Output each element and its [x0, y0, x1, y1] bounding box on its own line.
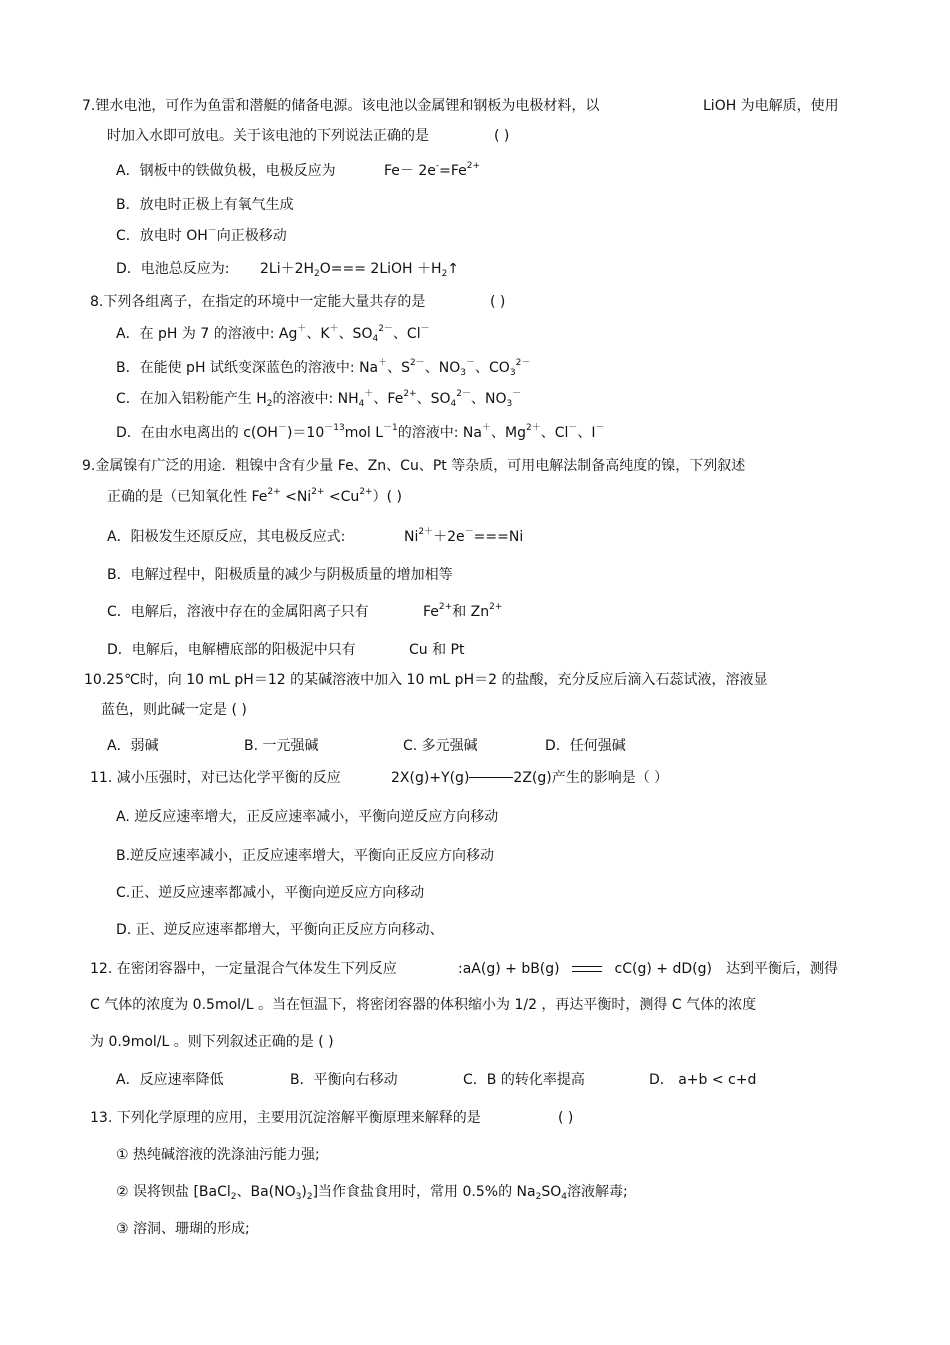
q10-option-b-text: B. 一元强碱: [244, 738, 319, 754]
q10-option-d-text: D．任何强碱: [545, 738, 626, 754]
q9-option-c-text: C．电解后，溶液中存在的金属阳离子只有: [107, 604, 369, 620]
q13-item-2: ② 误将钡盐 [BaCl$_2$、$Ba(NO_3)_2$]当作食盐食用时，常用 0.5%的 $Na_2SO_4$溶液解毒;: [116, 1184, 628, 1202]
q11-eq-products: 2Z(g)产生的影响是（ ）: [513, 770, 669, 786]
q9-option-b-text: B．电解过程中，阳极质量的减少与阴极质量的增加相等: [107, 567, 453, 583]
q12-option-b: [290, 1071, 398, 1089]
q9-a-eq-2: ＋2e: [433, 529, 465, 545]
q7-option-d: [116, 260, 230, 278]
q9-option-a-equation: $Ni^{2+}+2e^-===Ni$: [404, 527, 524, 545]
q9-option-b: [107, 566, 453, 584]
q8-option-d-text: D．在由水电离出的 c(OH: [116, 425, 278, 441]
q12-stem-text2: C 气体的浓度为 0.5mol/L 。当在恒温下，将密闭容器的体积缩小为 1/2 ，再达平衡时，测得 C 气体的浓度: [90, 997, 757, 1013]
q9-stem-line2: 正确的是（已知氧化性 $Fe^{2+} <Ni^{2+} <Cu^{2+}$）( ): [107, 487, 402, 505]
q11-option-c: [116, 884, 424, 902]
q7-option-c: C．放电时 OH－向正极移动: [116, 226, 287, 244]
q13-item-3-text: ③ 溶洞、珊瑚的形成;: [116, 1221, 250, 1237]
equilibrium-arrow-icon: [572, 963, 602, 975]
q10-stem-line1: [84, 671, 767, 689]
q13-item-2-b: 、Ba(NO: [236, 1184, 296, 1200]
q8-stem: [90, 293, 425, 311]
q11-option-a: [116, 808, 498, 826]
q9-option-c: [107, 603, 369, 621]
q8-option-c: C．在加入铝粉能产生 $H_2$的溶液中: $NH_4^+$、$Fe^{2+}$、$SO_4^{2-}$、$NO_3^-$: [116, 389, 522, 409]
q12-stem-text1b: 达到平衡后，测得: [726, 961, 838, 977]
q9-stem-text2: 正确的是（已知氧化性 Fe: [107, 489, 268, 505]
q13-item-2-c: 当作食盐食用时，常用 0.5%的 Na: [318, 1184, 536, 1200]
q12-stem-line3: [90, 1033, 334, 1051]
q11-stem-text: 11. 减小压强时，对已达化学平衡的反应: [90, 770, 341, 786]
q10-option-a: [107, 737, 159, 755]
q8-stem-text: 8.下列各组离子，在指定的环境中一定能大量共存的是: [90, 294, 426, 310]
q7-paren: ( ): [494, 128, 510, 144]
q13-item-1-text: ① 热纯碱溶液的洗涤油污能力强;: [116, 1147, 320, 1163]
reaction-arrow-icon: [469, 773, 513, 783]
q12-option-d-text: D． a+b < c+d: [649, 1072, 757, 1088]
q10-option-d: [545, 737, 626, 755]
q11-option-b: [116, 847, 494, 865]
q9-option-d: [107, 641, 356, 659]
q13-item-2-e: 溶液解毒;: [566, 1184, 628, 1200]
q7-option-c-text: C．放电时 OH: [116, 228, 208, 244]
q11-eq-reactants: 2X(g)+Y(g): [391, 770, 470, 786]
q13-item-2-d: SO: [541, 1184, 562, 1200]
q12-option-b-text: B．平衡向右移动: [290, 1072, 398, 1088]
q12-stem-line1b: [726, 960, 838, 978]
q7-option-b: [116, 196, 294, 214]
q7-stem-line2: [107, 127, 429, 145]
q13-stem: [90, 1109, 481, 1127]
q7-stem-part1: 7.锂水电池，可作为鱼雷和潜艇的储备电源。该电池以金属锂和钢板为电极材料，以: [82, 98, 600, 114]
q10-option-c: [403, 737, 478, 755]
q8-option-b-text: B．在能使 pH 试纸变深蓝色的溶液中: Na: [116, 360, 379, 376]
q7-stem-part2: LiOH 为电解质，使用: [703, 98, 839, 114]
q11-option-d-text: D. 正、逆反应速率都增大，平衡向正反应方向移动、: [116, 922, 444, 938]
q9-a-eq-3: ===Ni: [473, 529, 524, 545]
q10-option-c-text: C. 多元强碱: [403, 738, 478, 754]
q8-option-a-text: A．在 pH 为 7 的溶液中: Ag: [116, 326, 298, 342]
q10-stem-text2: 蓝色，则此碱一定是 ( ): [101, 702, 247, 718]
q12-stem-line1: [90, 960, 397, 978]
q7-d-eq-3: ↑: [447, 261, 460, 277]
q8-option-b: B．在能使 pH 试纸变深蓝色的溶液中: Na＋、$S^{2-}$、$NO_3^-$、$CO_3^{2-}$: [116, 358, 531, 378]
q8-option-d: D．在由水电离出的 $c(OH^-)=10^{-13}mol$ $L^{-1}$的溶液中: Na＋、$Mg^{2+}$、Cl－、I－: [116, 423, 605, 441]
q12-option-a-text: A．反应速率降低: [116, 1072, 224, 1088]
q11-option-c-text: C.正、逆反应速率都减小，平衡向逆反应方向移动: [116, 885, 425, 901]
q12-stem-text1: 12. 在密闭容器中，一定量混合气体发生下列反应: [90, 961, 397, 977]
q8-option-a: A．在 pH 为 7 的溶液中: Ag＋、K＋、$SO_4^{2-}$、Cl－: [116, 324, 430, 344]
q7-option-d-text: D．电池总反应为:: [116, 261, 230, 277]
q12-eq-products: cC(g) + dD(g): [614, 961, 712, 977]
q12-option-d: [649, 1071, 756, 1089]
q7-answer-paren: [494, 127, 509, 145]
q10-stem-text1: 10.25℃时，向 10 mL pH＝12 的某碱溶液中加入 10 mL pH＝2 的盐酸，充分反应后滴入石蕊试液，溶液显: [84, 672, 768, 688]
q7-a-eq-1: Fe－ 2e: [384, 163, 436, 179]
q13-item-1: [116, 1146, 320, 1164]
q8-option-c-text: C．在加入铝粉能产生 H: [116, 391, 267, 407]
q7-stem-line1: [82, 97, 599, 115]
q12-stem-line2: [90, 996, 756, 1014]
q9-option-a-text: A．阳极发生还原反应，其电极反应式:: [107, 529, 346, 545]
q10-option-b: [244, 737, 319, 755]
q11-option-a-text: A. 逆反应速率增大，正反应速率减小，平衡向逆反应方向移动: [116, 809, 499, 825]
q10-stem-line2: [101, 701, 247, 719]
q13-paren-text: ( ): [558, 1110, 574, 1126]
q7-option-c-text2: 向正极移动: [216, 228, 287, 244]
q12-option-a: [116, 1071, 224, 1089]
q9-option-a: [107, 528, 345, 546]
q9-c-eq-2: 和 Zn: [452, 604, 490, 620]
q12-option-c-text: C．B 的转化率提高: [463, 1072, 585, 1088]
q9-c-eq-1: Fe: [423, 604, 439, 620]
q11-option-b-text: B.逆反应速率减小，正反应速率增大，平衡向正反应方向移动: [116, 848, 495, 864]
q9-d-eq: Cu 和 Pt: [409, 642, 465, 658]
q7-stem-part3: 时加入水即可放电。关于该电池的下列说法正确的是: [107, 128, 429, 144]
q12-equation: [458, 960, 712, 978]
q13-item-3: [116, 1220, 250, 1238]
q8-paren-text: ( ): [490, 294, 506, 310]
q7-option-a-equation: $Fe- 2e^-=Fe^{2+}$: [384, 161, 481, 179]
q7-option-a-text: A．钢板中的铁做负极，电极反应为: [116, 163, 336, 179]
q13-item-2-a: ② 误将钡盐 [BaCl: [116, 1184, 231, 1200]
q11-stem: [90, 769, 341, 787]
q10-option-a-text: A．弱碱: [107, 738, 159, 754]
q7-option-b-text: B．放电时正极上有氧气生成: [116, 197, 294, 213]
q9-stem-line1: [82, 457, 745, 475]
q7-stem-line1b: [703, 97, 839, 115]
q7-option-a: [116, 162, 336, 180]
q7-a-eq-2: =Fe: [439, 163, 467, 179]
q11-equation: [391, 769, 668, 787]
q12-option-c: [463, 1071, 585, 1089]
q9-a-eq-1: Ni: [404, 529, 419, 545]
q7-d-eq-1: 2Li＋2H: [260, 261, 315, 277]
q12-eq-reactants: :aA(g) + bB(g): [458, 961, 560, 977]
q8-paren: [490, 293, 505, 311]
q9-option-c-ions: $Fe^{2+}$和 $Zn^{2+}$: [423, 602, 503, 620]
q8-option-d-text3: mol L: [344, 425, 384, 441]
q13-paren: [558, 1109, 573, 1127]
q8-option-d-text4: 的溶液中: Na: [397, 425, 482, 441]
q9-option-d-metals: [409, 641, 464, 659]
q8-option-c-text2: 的溶液中: NH: [272, 391, 359, 407]
q8-option-d-text2: )＝10: [286, 425, 325, 441]
q13-stem-text: 13. 下列化学原理的应用，主要用沉淀溶解平衡原理来解释的是: [90, 1110, 481, 1126]
q12-stem-text3: 为 0.9mol/L 。则下列叙述正确的是 ( ): [90, 1034, 334, 1050]
q9-stem-text1: 9.金属镍有广泛的用途．粗镍中含有少量 Fe、Zn、Cu、Pt 等杂质，可用电解法制备高纯度的镍，下列叙述: [82, 458, 746, 474]
q7-d-eq-2: O=== 2LiOH ＋H: [319, 261, 442, 277]
q7-option-d-equation: $2Li+2H_2O===$ 2LiOH $+H_2↑$: [260, 261, 460, 279]
q9-option-d-text: D．电解后，电解槽底部的阳极泥中只有: [107, 642, 356, 658]
q11-option-d: [116, 921, 444, 939]
